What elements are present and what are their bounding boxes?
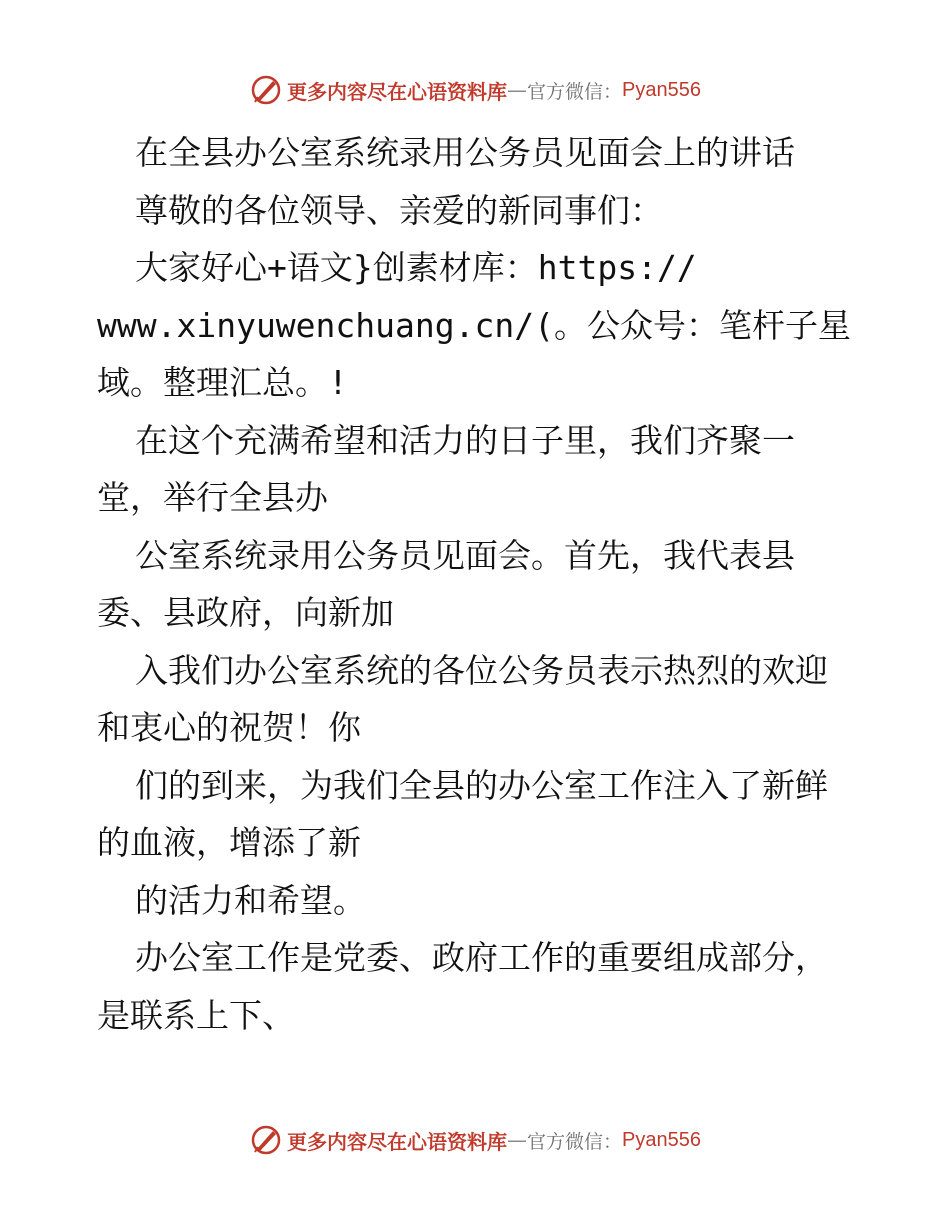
paragraph-line: 在这个充满希望和活力的日子里，我们齐聚一 [135,420,795,460]
paragraph-line: 办公室工作是党委、政府工作的重要组成部分， [135,938,828,977]
banner-label: 官方微信： [527,1130,623,1153]
footer-banner [0,1120,950,1160]
paragraph-line: 和衷心的祝贺！你 [97,708,361,747]
paragraph-line: 入我们办公室系统的各位公务员表示热烈的欢迎 [135,650,828,690]
header-banner [0,70,950,110]
banner-dash: — [507,1128,527,1152]
paragraph-line: 委、县政府，向新加 [97,593,394,632]
document-title: 在全县办公室系统录用公务员见面会上的讲话 [135,133,795,172]
banner-wechat-id: Pyan556 [622,1128,701,1151]
paragraph-line: 公室系统录用公务员见面会。首先，我代表县 [135,535,795,575]
banner-label: 官方微信： [527,80,623,103]
banner-brand: 更多内容尽在心语资料库 [287,79,507,104]
quill-pen-logo-icon [249,73,283,107]
paragraph-line: 的血液，增添了新 [97,823,361,862]
banner-dash: — [507,78,527,102]
document-body [97,124,857,1044]
paragraph-line: 的活力和希望。 [135,880,366,920]
quill-pen-logo-icon [249,1123,283,1157]
paragraph-line: 域。整理汇总。! [97,363,348,402]
paragraph-line: 堂，举行全县办 [97,478,328,517]
paragraph-line: www.xinyuwenchuang.cn/(。公众号：笔杆子星 [97,305,851,345]
paragraph-line: 是联系上下、 [97,995,295,1035]
banner-brand: 更多内容尽在心语资料库 [287,1129,507,1154]
paragraph-line: 们的到来，为我们全县的办公室工作注入了新鲜 [135,765,828,805]
paragraph-line: 尊敬的各位领导、亲爱的新同事们： [135,190,663,230]
banner-wechat-id: Pyan556 [622,78,701,101]
paragraph-line: 大家好心+语文}创素材库：https:// [135,248,697,287]
